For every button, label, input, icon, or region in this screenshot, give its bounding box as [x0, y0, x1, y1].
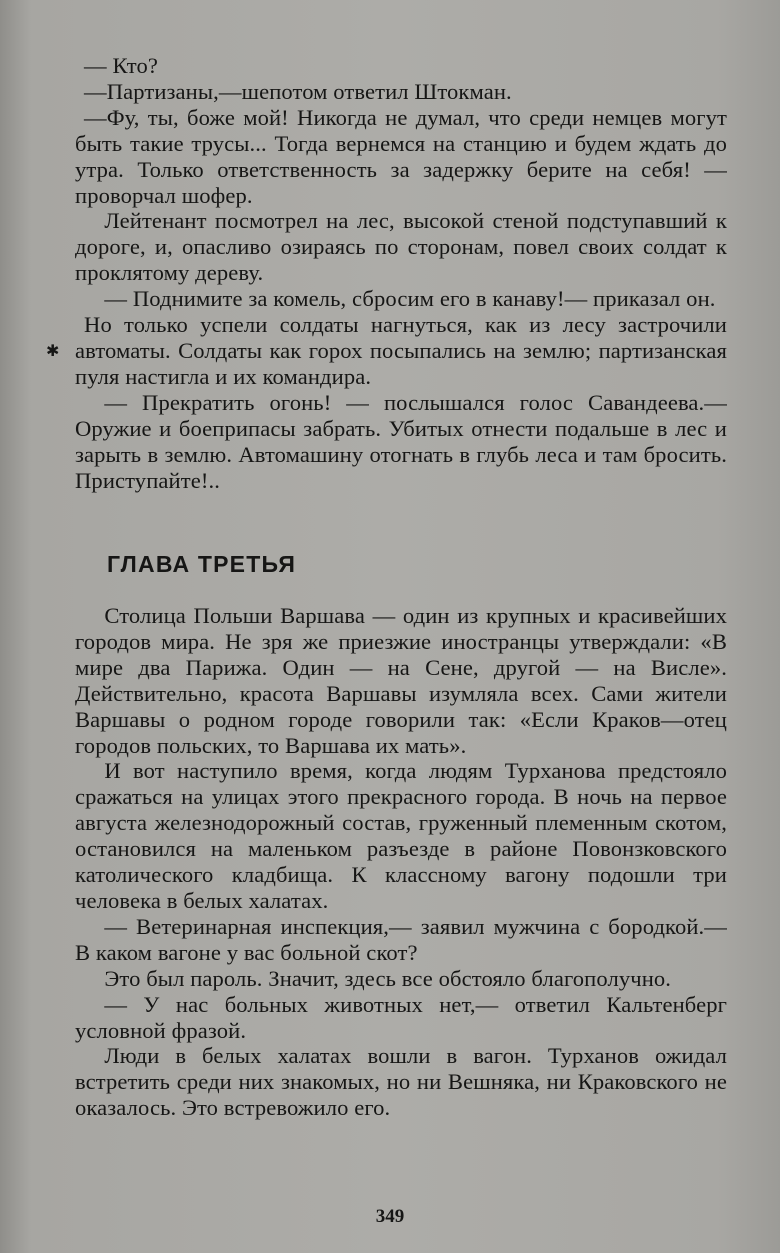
- page-number: 349: [375, 1206, 405, 1227]
- margin-mark: ✱: [46, 343, 60, 360]
- paragraph: — Ветеринарная инспекция,— заявил мужчина с бородкой.— В каком вагоне у вас больной скот?: [75, 913, 727, 965]
- chapter-heading: ГЛАВА ТРЕТЬЯ: [107, 551, 297, 577]
- paragraph: —Фу, ты, боже мой! Никогда не думал, что среди немцев могут быть такие трусы... Тогда вернемся на станцию и будем ждать до утра. Только ответственность за задержку берите на себя! — проворчал шофер.: [75, 104, 727, 208]
- paragraph: — У нас больных животных нет,— ответил Кальтенберг условной фразой.: [75, 991, 727, 1043]
- paragraph: —Партизаны,—шепотом ответил Штокман.: [84, 78, 512, 104]
- paragraph: — Кто?: [84, 53, 158, 78]
- paragraph: — Поднимите за комель, сбросим его в канаву!— приказал он.: [104, 286, 716, 312]
- paragraph: И вот наступило время, когда людям Турханова предстояло сражаться на улицах этого прекрасного города. В ночь на первое августа железнодорожный состав, груженный племенным скотом, остановился на маленьком разъезде в районе Повонзковского католического кладбища. К классному вагону подошли три человека в белых халатах.: [75, 758, 727, 913]
- paragraph: Но только успели солдаты нагнуться, как из лесу застрочили автоматы. Солдаты как горох посыпались на землю; партизанская пуля настигла и их командира.: [75, 312, 727, 389]
- paragraph: Люди в белых халатах вошли в вагон. Турханов ожидал встретить среди них знакомых, но ни Вешняка, ни Краковского не оказалось. Это встревожило его.: [75, 1043, 727, 1121]
- text-block-before-heading: [75, 53, 727, 493]
- paragraph: Это был пароль. Значит, здесь все обстояло благополучно.: [104, 965, 672, 991]
- paragraph: Лейтенант посмотрел на лес, высокой стеной подступавший к дороге, и, опасливо озираясь по сторонам, повел своих солдат к проклятому дереву.: [75, 208, 727, 286]
- paragraph: Столица Польши Варшава — один из крупных и красивейших городов мира. Не зря же приезжие иностранцы утверждали: «В мире два Парижа. Один — на Сене, другой — на Висле». Действительно, красота Варшавы изумляла всех. Сами жители Варшавы о родном городе говорили так: «Если Краков—отец городов польских, то Варшава их мать».: [75, 603, 727, 758]
- paragraph: — Прекратить огонь! — послышался голос Савандеева.— Оружие и боеприпасы забрать. Убитых отнести подальше в лес и зарыть в землю. Автомашину отогнать в глубь леса и там бросить. Приступайте!..: [75, 389, 727, 493]
- text-block-after-heading: [75, 603, 727, 1121]
